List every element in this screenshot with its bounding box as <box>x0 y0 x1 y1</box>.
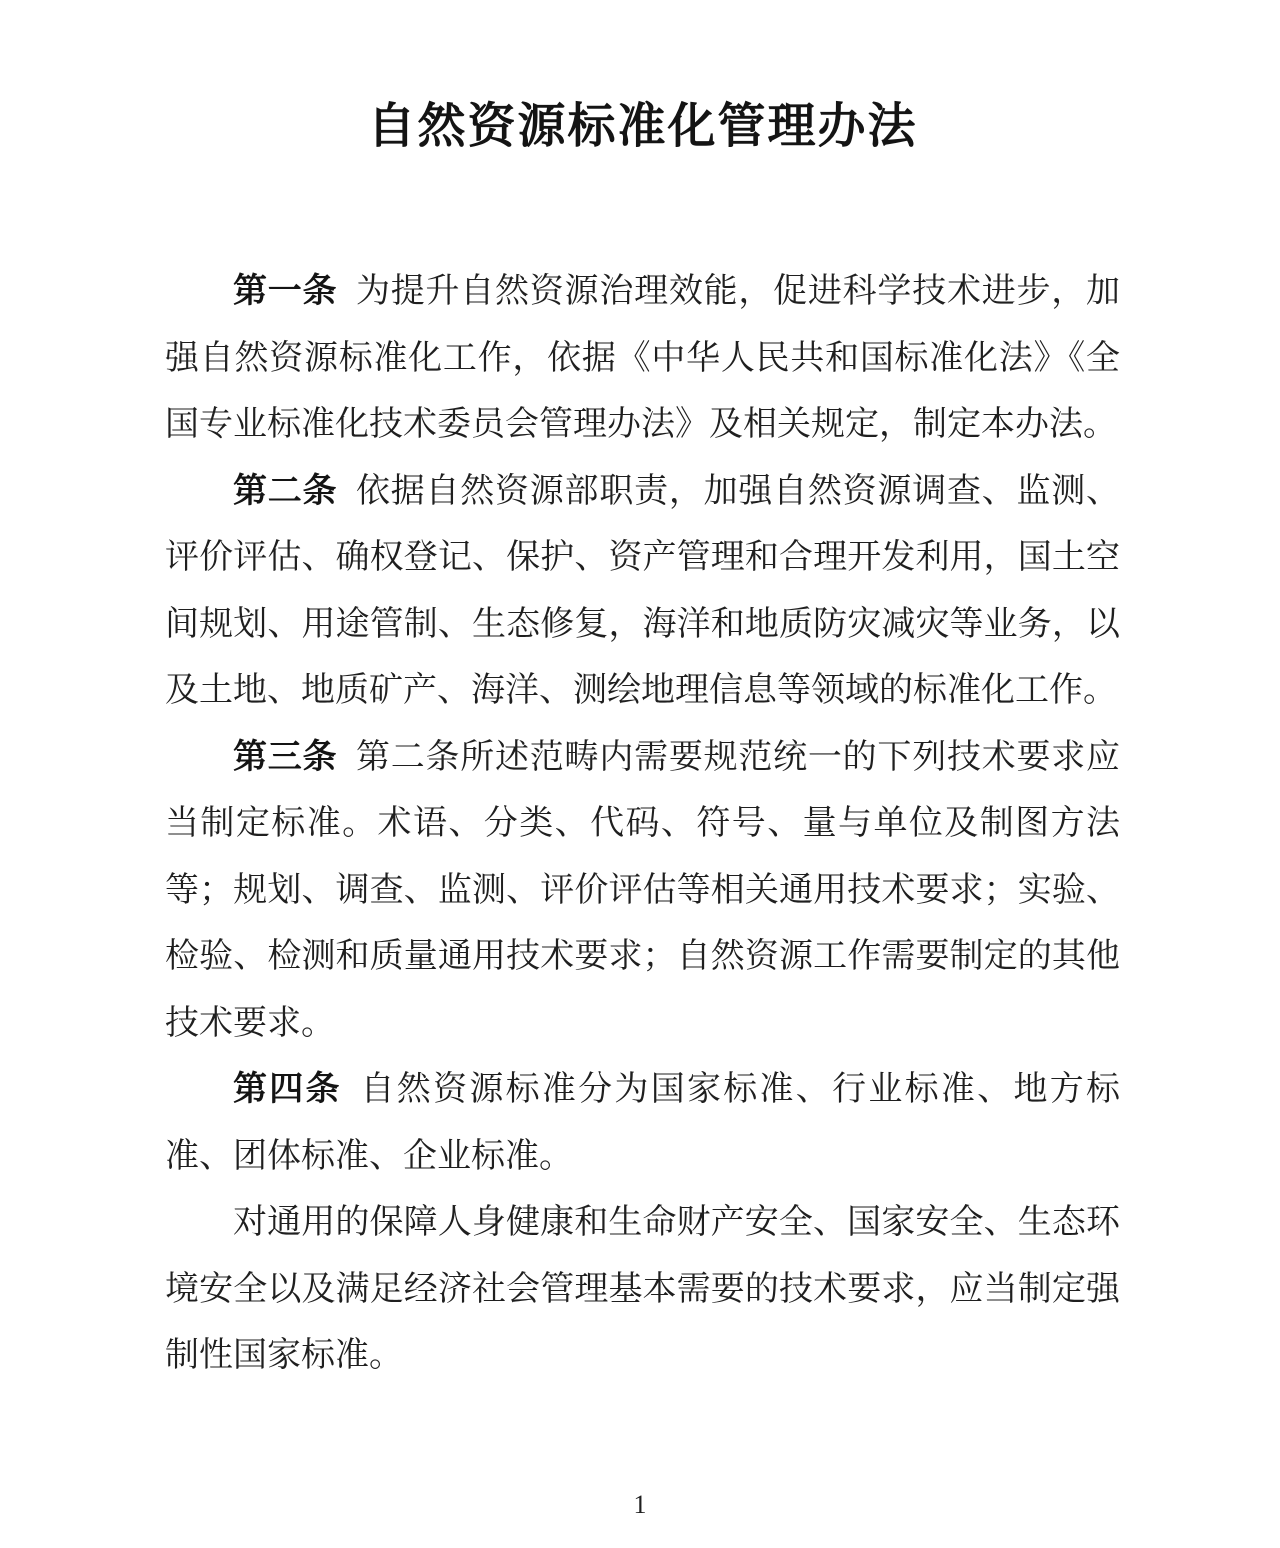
article-4-label: 第四条 <box>233 1071 342 1108</box>
paragraph-article-3 <box>165 725 1120 1058</box>
paragraph-article-4 <box>165 1057 1120 1190</box>
paragraph-article-1 <box>165 259 1120 459</box>
article-1-label: 第一条 <box>233 273 338 310</box>
article-4-text: 自然资源标准分为国家标准、行业标准、地方标准、团体标准、企业标准。 <box>165 1071 1121 1175</box>
article-3-text: 第二条所述范畴内需要规范统一的下列技术要求应当制定标准。术语、分类、代码、符号、量与单位及制图方法等；规划、调查、监测、评价评估等相关通用技术要求；实验、检验、检测和质量通用技术要求；自然资源工作需要制定的其他技术要求。 <box>165 738 1121 1042</box>
paragraph-article-4-continuation <box>165 1190 1120 1390</box>
document-title: 自然资源标准化管理办法 <box>367 100 918 153</box>
document-body <box>165 259 1120 1390</box>
article-3-label: 第三条 <box>233 738 338 776</box>
article-1-text: 为提升自然资源治理效能，促进科学技术进步，加强自然资源标准化工作，依据《中华人民共和国标准化法》《全国专业标准化技术委员会管理办法》及相关规定，制定本办法。 <box>165 273 1121 443</box>
article-2-text: 依据自然资源部职责，加强自然资源调查、监测、评价评估、确权登记、保护、资产管理和合理开发利用，国土空间规划、用途管制、生态修复，海洋和地质防灾减灾等业务，以及土地、地质矿产、海洋、测绘地理信息等领域的标准化工作。 <box>165 472 1121 709</box>
page-number: 1 <box>633 1490 647 1519</box>
article-2-label: 第二条 <box>233 472 338 510</box>
paragraph-article-2 <box>165 459 1120 725</box>
article-4-continuation-text: 对通用的保障人身健康和生命财产安全、国家安全、生态环境安全以及满足经济社会管理基本需要的技术要求，应当制定强制性国家标准。 <box>165 1204 1120 1374</box>
